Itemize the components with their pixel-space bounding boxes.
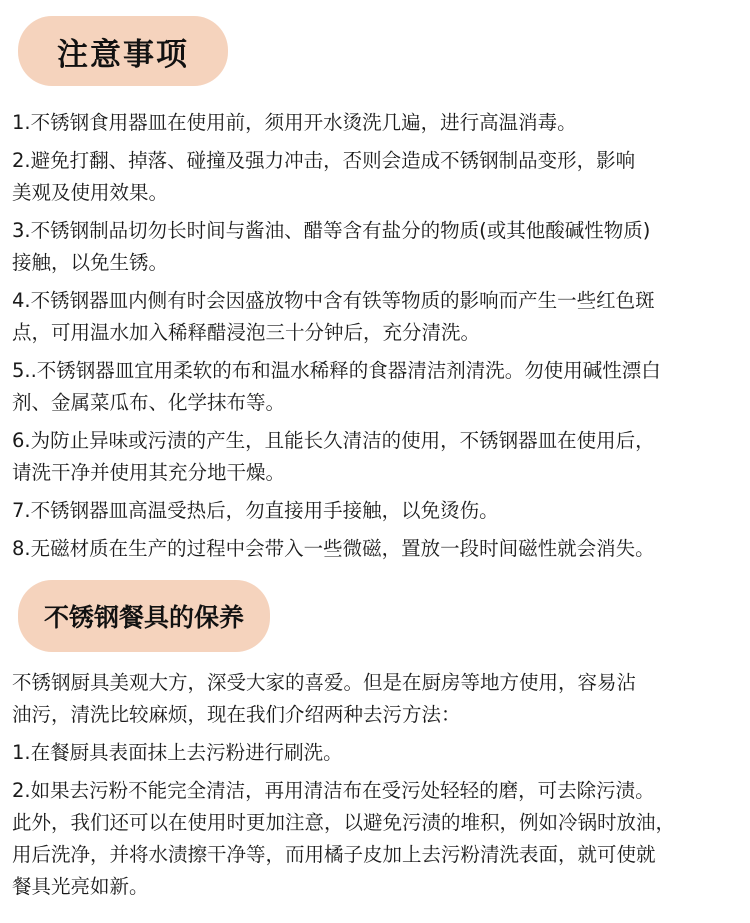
maintenance-paragraph	[12, 775, 742, 903]
precaution-item-line: 点，可用温水加入稀释醋浸泡三十分钟后，充分清洗。	[12, 321, 481, 344]
maintenance-paragraph-line: 餐具光亮如新。	[12, 875, 149, 898]
maintenance-paragraph-line: 2.如果去污粉不能完全清洁，再用清洁布在受污处轻轻的磨，可去除污渍。	[12, 779, 655, 802]
precaution-item-line: 请洗干净并使用其充分地干燥。	[12, 461, 286, 484]
precaution-item	[12, 425, 742, 489]
precaution-item	[12, 355, 742, 419]
precaution-item-line: 3.不锈钢制品切勿长时间与酱油、醋等含有盐分的物质(或其他酸碱性物质)	[12, 219, 651, 242]
precaution-item-line: 7.不锈钢器皿高温受热后，勿直接用手接触，以免烫伤。	[12, 499, 499, 522]
precaution-item	[12, 495, 742, 527]
maintenance-paragraph-line: 1.在餐厨具表面抹上去污粉进行刷洗。	[12, 741, 343, 764]
precaution-item-line: 2.避免打翻、掉落、碰撞及强力冲击，否则会造成不锈钢制品变形，影响	[12, 149, 636, 172]
precaution-item-line: 接触，以免生锈。	[12, 251, 169, 274]
precaution-item-line: 1.不锈钢食用器皿在使用前，须用开水烫洗几遍，进行高温消毒。	[12, 111, 577, 134]
precaution-item	[12, 215, 742, 279]
precaution-item-line: 8.无磁材质在生产的过程中会带入一些微磁，置放一段时间磁性就会消失。	[12, 537, 655, 560]
precaution-item	[12, 107, 742, 139]
maintenance-paragraph	[12, 737, 742, 769]
precaution-item-line: 5..不锈钢器皿宜用柔软的布和温水稀释的食器清洁剂清洗。勿使用碱性漂白	[12, 359, 661, 382]
section-title-text: 不锈钢餐具的保养	[43, 603, 244, 632]
maintenance-text	[12, 667, 742, 909]
maintenance-paragraph	[12, 667, 742, 731]
maintenance-paragraph-line: 此外，我们还可以在使用时更加注意，以避免污渍的堆积，例如冷锅时放油，	[12, 811, 676, 834]
section-title-text: 注意事项	[57, 36, 189, 73]
precaution-item	[12, 145, 742, 209]
precaution-item-line: 美观及使用效果。	[12, 181, 169, 204]
precaution-item	[12, 533, 742, 565]
maintenance-paragraph-line: 用后洗净，并将水渍擦干净等，而用橘子皮加上去污粉清洗表面，就可使就	[12, 843, 656, 866]
precaution-item-line: 剂、金属菜瓜布、化学抹布等。	[12, 391, 286, 414]
section-title-precautions	[18, 16, 228, 86]
maintenance-paragraph-line: 油污，清洗比较麻烦，现在我们介绍两种去污方法：	[12, 703, 461, 726]
section-title-maintenance	[18, 580, 270, 652]
precaution-item-line: 4.不锈钢器皿内侧有时会因盛放物中含有铁等物质的影响而产生一些红色斑	[12, 289, 655, 312]
precaution-item	[12, 285, 742, 349]
precautions-list	[12, 107, 742, 571]
maintenance-paragraph-line: 不锈钢厨具美观大方，深受大家的喜爱。但是在厨房等地方使用，容易沾	[12, 671, 637, 694]
precaution-item-line: 6.为防止异味或污渍的产生，且能长久清洁的使用，不锈钢器皿在使用后，	[12, 429, 655, 452]
